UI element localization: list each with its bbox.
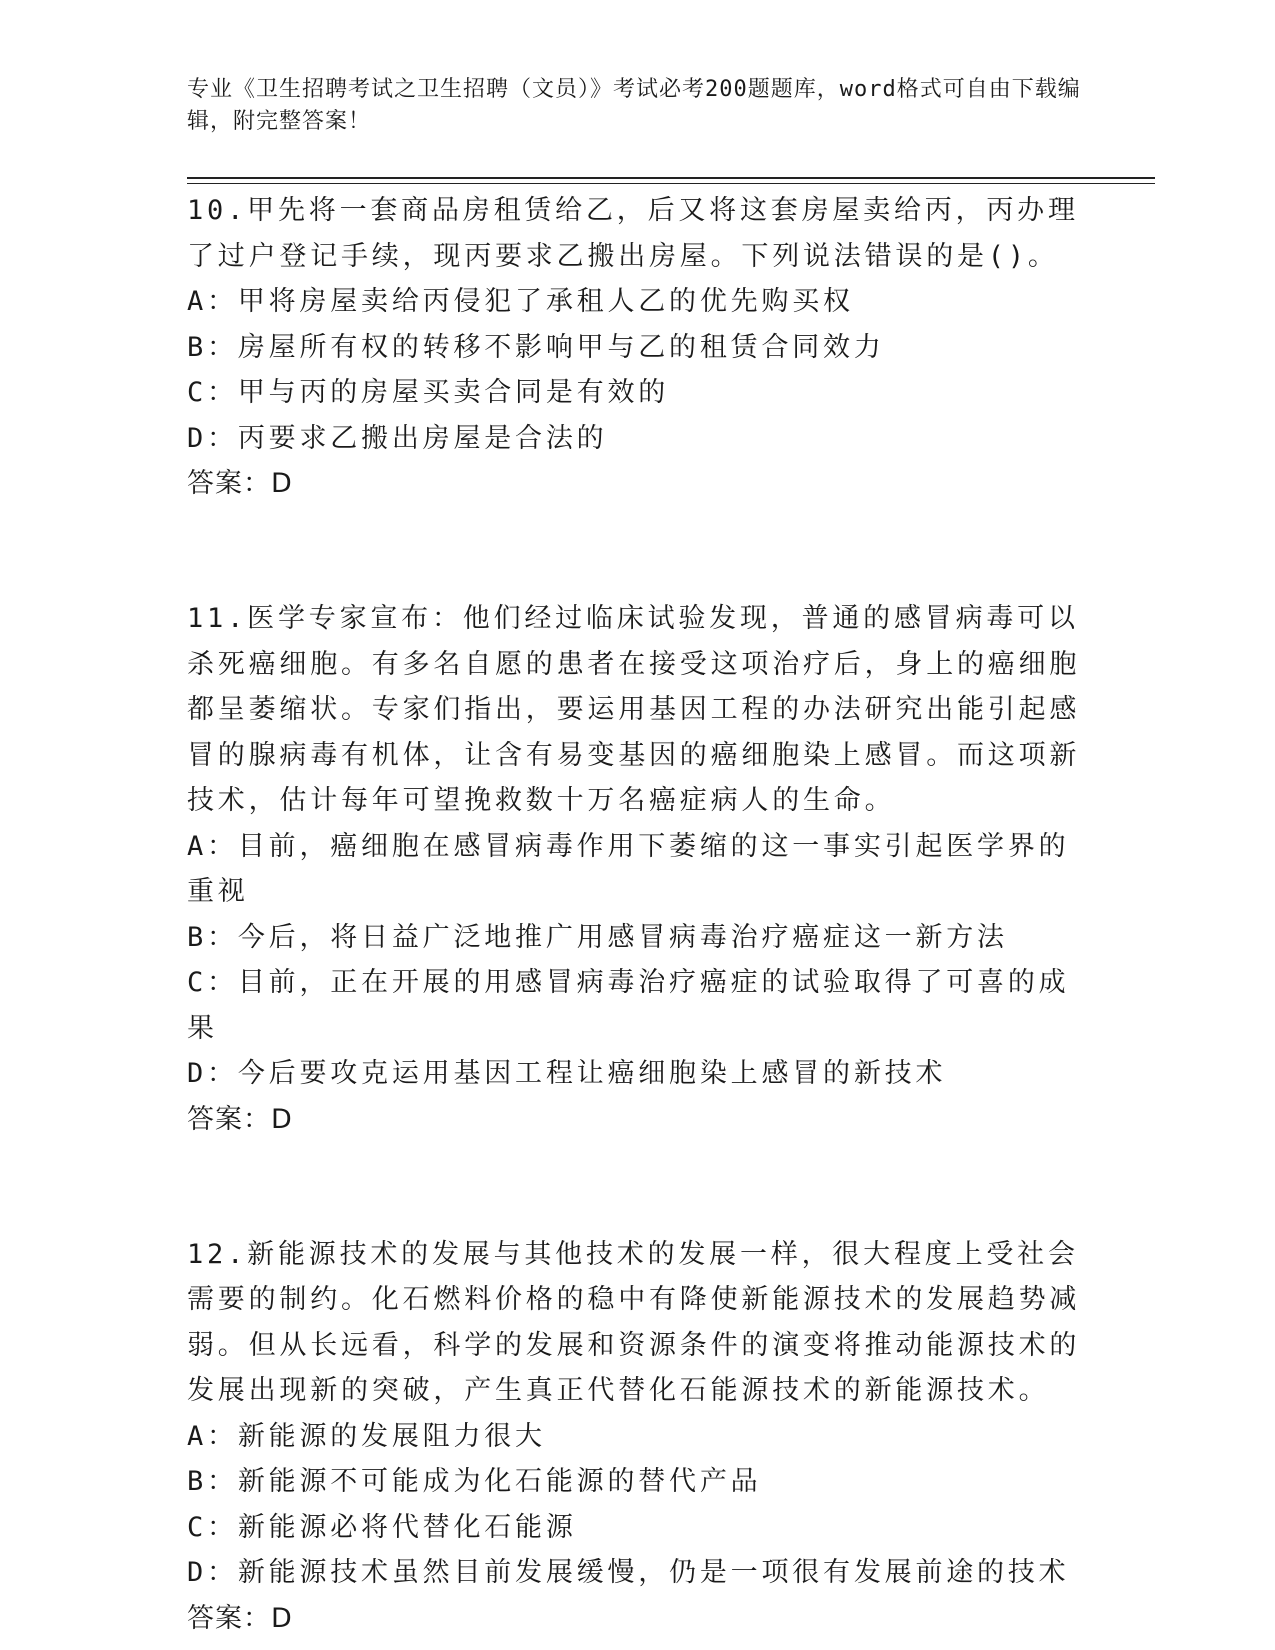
option-b: B：房屋所有权的转移不影响甲与乙的租赁合同效力 [187, 331, 885, 363]
document-header: 专业《卫生招聘考试之卫生招聘（文员）》考试必考200题题库，word格式可自由下载编辑，附完整答案！ [187, 77, 1081, 134]
question-stem: 11.医学专家宣布：他们经过临床试验发现，普通的感冒病毒可以杀死癌细胞。有多名自愿的患者在接受这项治疗后，身上的癌细胞都呈萎缩状。专家们指出，要运用基因工程的办法研究出能引起感冒的腺病毒有机体，让含有易变基因的癌细胞染上感冒。而这项新技术，估计每年可望挽救数十万名癌症病人的生命。 [187, 603, 1081, 816]
question-11 [187, 596, 1087, 1142]
question-stem: 12.新能源技术的发展与其他技术的发展一样，很大程度上受社会需要的制约。化石燃料价格的稳中有降使新能源技术的发展趋势减弱。但从长远看，科学的发展和资源条件的演变将推动能源技术的发展出现新的突破，产生真正代替化石能源技术的新能源技术。 [187, 1238, 1081, 1406]
answer-line: 答案：D [187, 468, 293, 499]
answer-line: 答案：D [187, 1602, 293, 1634]
option-b: B：新能源不可能成为化石能源的替代产品 [187, 1466, 762, 1497]
option-a: A：目前，癌细胞在感冒病毒作用下萎缩的这一事实引起医学界的重视 [187, 830, 1070, 907]
option-a: A：新能源的发展阻力很大 [187, 1420, 546, 1452]
answer-line: 答案：D [187, 1103, 293, 1135]
question-spacer [187, 1142, 1087, 1232]
question-12 [187, 1232, 1087, 1641]
question-10 [187, 188, 1087, 506]
question-spacer [187, 506, 1087, 596]
question-list [187, 188, 1087, 1641]
option-d: D：今后要攻克运用基因工程让癌细胞染上感冒的新技术 [187, 1058, 947, 1089]
question-stem: 10.甲先将一套商品房租赁给乙，后又将这套房屋卖给丙，丙办理了过户登记手续，现丙要求乙搬出房屋。下列说法错误的是()。 [187, 195, 1079, 272]
header-divider-thin [187, 183, 1155, 184]
option-c: C：新能源必将代替化石能源 [187, 1511, 577, 1543]
option-c: C：目前，正在开展的用感冒病毒治疗癌症的试验取得了可喜的成果 [187, 967, 1070, 1044]
option-c: C：甲与丙的房屋买卖合同是有效的 [187, 377, 670, 408]
header-divider-thick [187, 177, 1155, 179]
option-a: A：甲将房屋卖给丙侵犯了承租人乙的优先购买权 [187, 286, 854, 317]
option-d: D：新能源技术虽然目前发展缓慢，仍是一项很有发展前途的技术 [187, 1557, 1070, 1588]
option-d: D：丙要求乙搬出房屋是合法的 [187, 422, 608, 454]
option-b: B：今后，将日益广泛地推广用感冒病毒治疗癌症这一新方法 [187, 921, 1008, 953]
